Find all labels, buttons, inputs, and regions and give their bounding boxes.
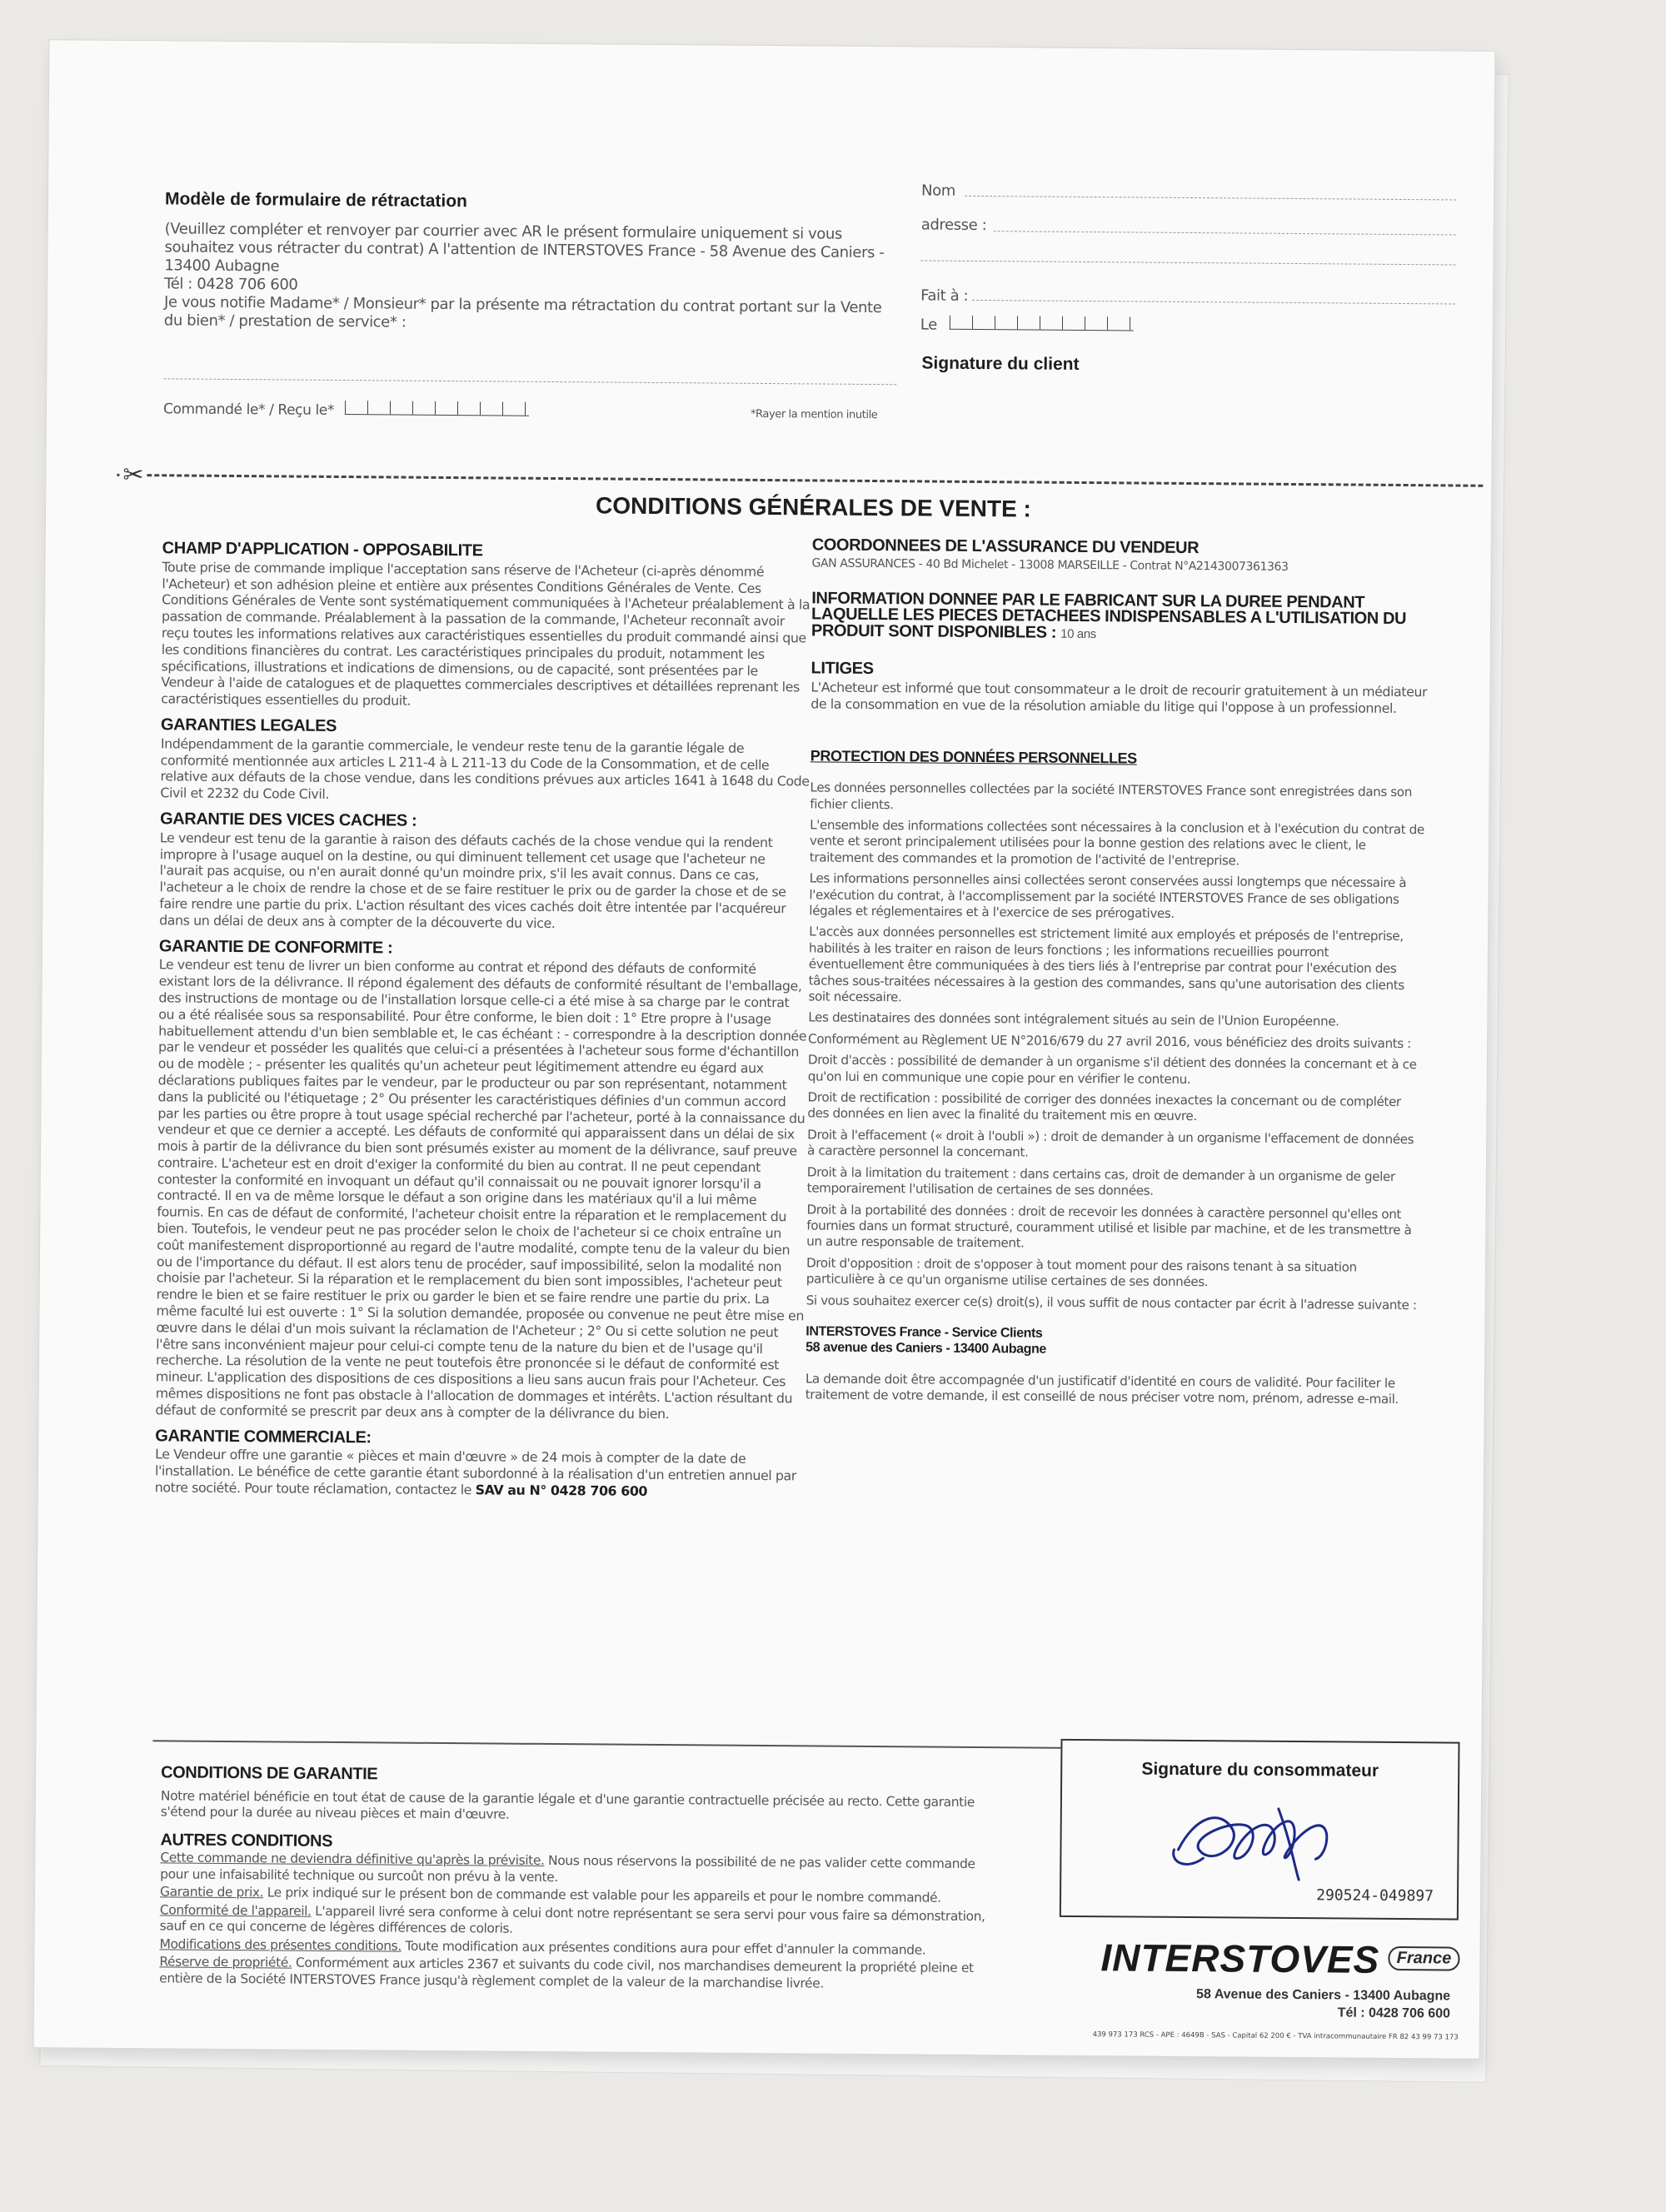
rgpd-paragraph: Conformément au Règlement UE N°2016/679 du 27 avril 2016, vous bénéficiez des droits suivants : [808, 1031, 1411, 1051]
garantie-heading: CONDITIONS DE GARANTIE [161, 1763, 378, 1784]
signature-code: 290524-049897 [1316, 1886, 1434, 1906]
section-body: L'Acheteur est informé que tout consommateur a le droit de recourir gratuitement à un médiateur de la consommation en vue de la résolution amiable du litige qui l'oppose à un professionnel. [811, 679, 1428, 716]
adresse-field-2[interactable] [920, 260, 1455, 265]
rayer-note: *Rayer la mention inutile [750, 407, 878, 422]
autres-label: Conformité de l'appareil. [159, 1901, 312, 1919]
section-heading: GARANTIE DE CONFORMITE : [158, 936, 393, 958]
form-intro-text: (Veuillez compléter et renvoyer par courrier avec AR le présent formulaire uniquement si vous souhaitez vous rétracter du contrat) A l'attention de INTERSTOVES France - 58 Avenue des Caniers - 13400 Aubagne [164, 220, 885, 276]
section-heading [811, 590, 1428, 645]
section-heading: GARANTIE COMMERCIALE: [155, 1426, 372, 1447]
signature-box[interactable] [1060, 1739, 1460, 1921]
company-address-line: 58 Avenue des Caniers - 13400 Aubagne [1196, 1987, 1451, 2004]
form-notify: Je vous notifie Madame* / Monsieur* par la présente ma rétractation du contrat portant sur la Vente du bien* / prestation de service* : [163, 293, 882, 331]
date-boxes-commande[interactable] [345, 401, 529, 416]
section-body: Toute prise de commande implique l'acceptation sans réserve de l'Acheteur (ci-après dénommé l'Acheteur) et son adhésion pleine et entière aux présentes Conditions Générales de Vente. Ces Conditions Générales de Vente sont systématiquement communiquées à l'Acheteur préalablement à la passation de commande. Préalablement à la passation de la commande, l'Acheteur reconnaît avoir reçu toutes les informations relatives aux caractéristiques essentielles du produit commandé ainsi que les conditions financières du contrat. Les caractéristiques principales du produit, notamment les spécifications, illustrations et indications de dimensions, ou de capacité, sont présentées par le Vendeur à l'aide de catalogues et de plaquettes commerciales descriptives et détaillées reprenant les caractéristiques essentielles du produit. [161, 559, 811, 709]
service-clients-address [806, 1323, 1422, 1361]
section-body: GAN ASSURANCES - 40 Bd Michelet - 13008 MARSEILLE - Contrat N°A2143007361363 [811, 556, 1289, 574]
nom-label: Nom [921, 182, 955, 200]
section-body: Le vendeur est tenu de la garantie à raison des défauts cachés de la chose vendue qui la rendent impropre à l'usage auquel on la destine, ou qui diminuent tellement cet usage que l'acheteur ne l'aurait pas acquise, ou n'en aurait donné qu'un moindre prix, s'il les avait connus. Dans ce cas, l'acheteur a le choix de rendre la chose et de se faire restituer le prix ou de garder la chose et de se faire rendre une partie du prix. L'action résultant des vices cachés doit être intentée par l'acquéreur dans un délai de deux ans à compter de la découverte du vice. [159, 830, 786, 931]
rgpd-paragraph: Si vous souhaitez exercer ce(s) droit(s), il vous suffit de nous contacter par écrit à l'adresse suivante : [806, 1292, 1417, 1313]
autres-text: Le prix indiqué sur le présent bon de commande est valable pour les appareils et pour le nombre commandé. [263, 1885, 941, 1906]
form-intro [164, 220, 898, 336]
address-line: INTERSTOVES France - Service Clients [806, 1324, 1043, 1341]
autres-text: L'appareil livré sera conforme à celui dont notre représentant se sera servi pour vous faire sa démonstration, sauf en ce qui concerne de légères différences de coloris. [159, 1903, 985, 1936]
autres-item [160, 1902, 993, 1941]
logo-wordmark: INTERSTOVES [1100, 1936, 1380, 1981]
signature-box-title: Signature du consommateur [1141, 1759, 1379, 1781]
sav-number: SAV au N° 0428 706 600 [475, 1482, 648, 1499]
rgpd-body [806, 780, 1427, 1408]
pieces-duration: 10 ans [1060, 626, 1096, 642]
form-title: Modèle de formulaire de rétractation [164, 189, 467, 212]
cgv-right-column [806, 537, 1429, 1412]
pieces-heading: INFORMATION DONNEE PAR LE FABRICANT SUR LA DUREE PENDANT LAQUELLE LES PIECES DETACHEES INDISPENSABLES A L'UTILISATION DU PRODUIT SONT DISPONIBLES : [811, 589, 1407, 642]
section-heading: CHAMP D'APPLICATION - OPPOSABILITE [162, 539, 483, 560]
autres-label: Cette commande ne deviendra définitive qu'après la prévisite. [160, 1850, 545, 1868]
rgpd-paragraph: L'accès aux données personnelles est strictement limité aux employés et préposés de l'entreprise, habilités à les traiter en raison de leurs fonctions ; les informations recueillies pourront éventuellement être communiquées à des tiers liés à l'entreprise par contrat pour l'exécution des tâches sous-traitées nécessaires à la gestion des commandes, sans qu'une autorisation des clients soit nécessaire. [808, 924, 1404, 1005]
garantie-body: Notre matériel bénéficie en tout état de cause de la garantie légale et d'une garantie contractuelle précisée au recto. Cette garantie s'étend pour la durée au niveau pièces et main d'œuvre. [160, 1787, 975, 1822]
autres-text: Toute modification aux présentes conditions aura pour effet d'annuler la commande. [401, 1938, 926, 1958]
autres-label: Réserve de propriété. [159, 1954, 292, 1970]
address-line: 58 avenue des Caniers - 13400 Aubagne [806, 1340, 1046, 1358]
rgpd-paragraph: Droit à la portabilité des données : droit de recevoir les données à caractère personnel qu'elles ont fournies dans un format structuré, couramment utilisé et lisible par machine, et de les transmettre à un autre responsable de traitement. [806, 1201, 1412, 1251]
legal-line: 439 973 173 RCS - APE : 4649B - SAS - Capital 62 200 € - TVA intracommunautaire FR 82 43 99 73 173 [1092, 2030, 1459, 2042]
company-address [1100, 1985, 1450, 2022]
adresse-field[interactable] [994, 231, 1456, 235]
rgpd-closing: La demande doit être accompagnée d'un justificatif d'identité en cours de validité. Pour faciliter le traitement de votre demande, il est conseillé de nous préciser votre nom, prénom, adresse e-mail. [805, 1371, 1399, 1407]
logo-france-badge: France [1389, 1946, 1460, 1971]
rgpd-paragraph: Droit de rectification : possibilité de corriger des données inexactes la concernant ou de compléter des données en lien avec la finalité du traitement mis en œuvre. [807, 1089, 1401, 1124]
rgpd-paragraph: Les informations personnelles ainsi collectées seront conservées aussi longtemps que nécessaire à l'exécution du contrat, à l'accomplissement par la société INTERSTOVES France de ses obligations légales et réglementaires et à l'exercice de ses prérogatives. [809, 870, 1407, 921]
nom-field[interactable] [965, 196, 1456, 201]
section-body: Le vendeur est tenu de livrer un bien conforme au contrat et répond des défauts de conformité existant lors de la délivrance. Il répond également des défauts de conformité résultant de l'emballage, des instructions de montage ou de l'installation lorsque celle-ci a été mise à sa charge par le contrat ou a été réalisée sous sa responsabilité. Pour être conforme, le bien doit : 1° Etre propre à l'usage habituellement attendu d'un bien semblable et, le cas échéant : - correspondre à la description donnée par le vendeur et posséder les qualités que celui-ci a présentées à l'acheteur sous forme d'échantillon ou de modèle ; - présenter les qualités qu'un acheteur peut légitimement attendre eu égard aux déclarations publiques faites par le vendeur, par le producteur ou par son représentant, notamment dans la publicité ou l'étiquetage ; 2° Ou présenter les caractéristiques définies d'un commun accord par les parties ou être propre à tout usage spécial recherché par l'acheteur, porté à la connaissance du vendeur et que ce dernier a accepté. Les défauts de conformité qui apparaissent dans un délai de six mois à partir de la délivrance du bien sont présumés exister au moment de la délivrance, sauf preuve contraire. L'acheteur est en droit d'exiger la conformité du bien au contrat. Il ne peut cependant contester la conformité en invoquant un défaut qu'il connaissait ou ne pouvait ignorer lorsqu'il a contracté. Il en va de même lorsque le défaut a son origine dans les matériaux qu'il a lui même fournis. En cas de défaut de conformité, l'acheteur choisit entre la réparation et le remplacement du bien. Toutefois, le vendeur peut ne pas procéder selon le choix de l'acheteur si ce choix entraîne un coût manifestement disproportionné au regard de l'autre modalité, compte tenu de la valeur du bien ou de l'importance du défaut. Il est alors tenu de procéder, sauf impossibilité, selon la modalité non choisie par l'acheteur. Si la réparation et le remplacement du bien sont impossibles, l'acheteur peut rendre le bien et se faire restituer le prix ou garder le bien et se faire rendre une partie du prix. La même faculté lui est ouverte : 1° Si la solution demandée, proposée ou convenue ne peut être mise en œuvre dans le délai d'un mois suivant la réclamation de l'Acheteur ; 2° Ou si cette solution ne peut l'être sans inconvénient majeur pour celui-ci compte tenu de la nature du bien et de l'usage qu'il recherche. La résolution de la vente ne peut toutefois être prononcée si le défaut de conformité est mineur. L'application des dispositions de ces dispositions a lieu sans aucun frais pour l'Acheteur. Ces mêmes dispositions ne font pas obstacle à l'allocation de dommages et intérêts. L'action résultant du défaut de conformité se prescrit par deux ans à compter de la délivrance du bien. [155, 956, 807, 1422]
commande-label: Commandé le* / Reçu le* [162, 401, 335, 419]
section-heading: GARANTIES LEGALES [160, 715, 337, 735]
rgpd-paragraph: Les données personnelles collectées par la société INTERSTOVES France sont enregistrées dans son fichier clients. [810, 780, 1413, 812]
cgv-title: CONDITIONS GÉNÉRALES DE VENTE : [596, 492, 1031, 522]
company-logo [1100, 1935, 1492, 1983]
bottom-conditions [159, 1765, 994, 1995]
fait-label: Fait à : [920, 286, 969, 305]
autres-item [160, 1850, 993, 1889]
rgpd-paragraph: L'ensemble des informations collectées sont nécessaires à la conclusion et à l'exécution du contrat de vente et seront principalement utilisées pour la bonne gestion des relations avec le client, le traitement des commandes et la promotion de l'activité de l'entreprise. [809, 817, 1424, 869]
section-body [155, 1447, 805, 1502]
rgpd-paragraph: Les destinataires des données sont intégralement situés au sein de l'Union Européenne. [808, 1009, 1339, 1029]
autres-label: Garantie de prix. [159, 1884, 264, 1901]
cut-line [117, 474, 1483, 487]
fait-field[interactable] [972, 300, 1455, 305]
le-label [920, 315, 1134, 336]
company-tel: Tél : 0428 706 600 [1337, 2005, 1450, 2021]
adresse-label: adresse : [920, 216, 987, 235]
signature-client-label: Signature du client [921, 353, 1080, 374]
section-heading: LITIGES [811, 659, 874, 678]
form-tel: Tél : 0428 706 600 [164, 275, 298, 294]
handwritten-signature [1153, 1791, 1370, 1885]
autres-text: Nous nous réservons la possibilité de ne pas valider cette commande pour une infaisabilité technique ou surcoût non prévu à la vente. [160, 1852, 975, 1885]
form-commande [163, 399, 529, 421]
le-label-text: Le [920, 316, 937, 334]
document-page [34, 40, 1495, 2059]
autres-item [159, 1954, 992, 1993]
section-heading: COORDONNEES DE L'ASSURANCE DU VENDEUR [811, 536, 1200, 558]
rgpd-paragraph: Droit à la limitation du traitement : dans certains cas, droit de demander à un organisme de geler temporairement l'utilisation de certaines de ses données. [806, 1164, 1395, 1198]
autres-label: Modifications des présentes conditions. [159, 1936, 402, 1954]
autres-heading: AUTRES CONDITIONS [160, 1830, 333, 1851]
garantie-commerciale-text: Le Vendeur offre une garantie « pièces et main d'œuvre » de 24 mois à compter de la date de l'installation. Le bénéfice de cette garantie étant subordonné à la réalisation d'un entretien annuel par notre société. Pour toute réclamation, contactez le [154, 1446, 797, 1498]
cgv-left-column [155, 541, 812, 1506]
section-body: Indépendamment de la garantie commerciale, le vendeur reste tenu de la garantie légale de conformité mentionnée aux articles L 211-4 à L 211-13 du Code de la Consommation, et de celle relative aux défauts de la chose vendue, dans les conditions prévues aux articles 1641 à 1648 du Code Civil et 2232 du Code Civil. [160, 735, 810, 803]
scissors-icon: ✂ [119, 461, 147, 490]
rgpd-paragraph: Droit d'accès : possibilité de demander à un organisme s'il détient des données la concernant et à ce qu'on lui en communique une copie pour en vérifier le contenu. [807, 1052, 1417, 1087]
autres-text: Conformément aux articles 2367 et suivants du code civil, nos marchandises demeurent la propriété pleine et entière de la Société INTERSTOVES France jusqu'à règlement complet de la valeur de la marchandise livrée. [159, 1955, 974, 1991]
form-blank-line[interactable] [163, 378, 896, 385]
date-boxes-le[interactable] [950, 316, 1134, 331]
rgpd-paragraph: Droit à l'effacement (« droit à l'oubli ») : droit de demander à un organisme l'effacement de données à caractère personnel la concernant. [806, 1127, 1414, 1160]
rgpd-paragraph: Droit d'opposition : droit de s'opposer à tout moment pour des raisons tenant à sa situation particulière à ce qu'un organisme utilise certaines de ses données. [806, 1255, 1357, 1290]
section-heading: GARANTIE DES VICES CACHES : [160, 810, 417, 830]
rgpd-heading: PROTECTION DES DONNÉES PERSONNELLES [810, 747, 1137, 767]
